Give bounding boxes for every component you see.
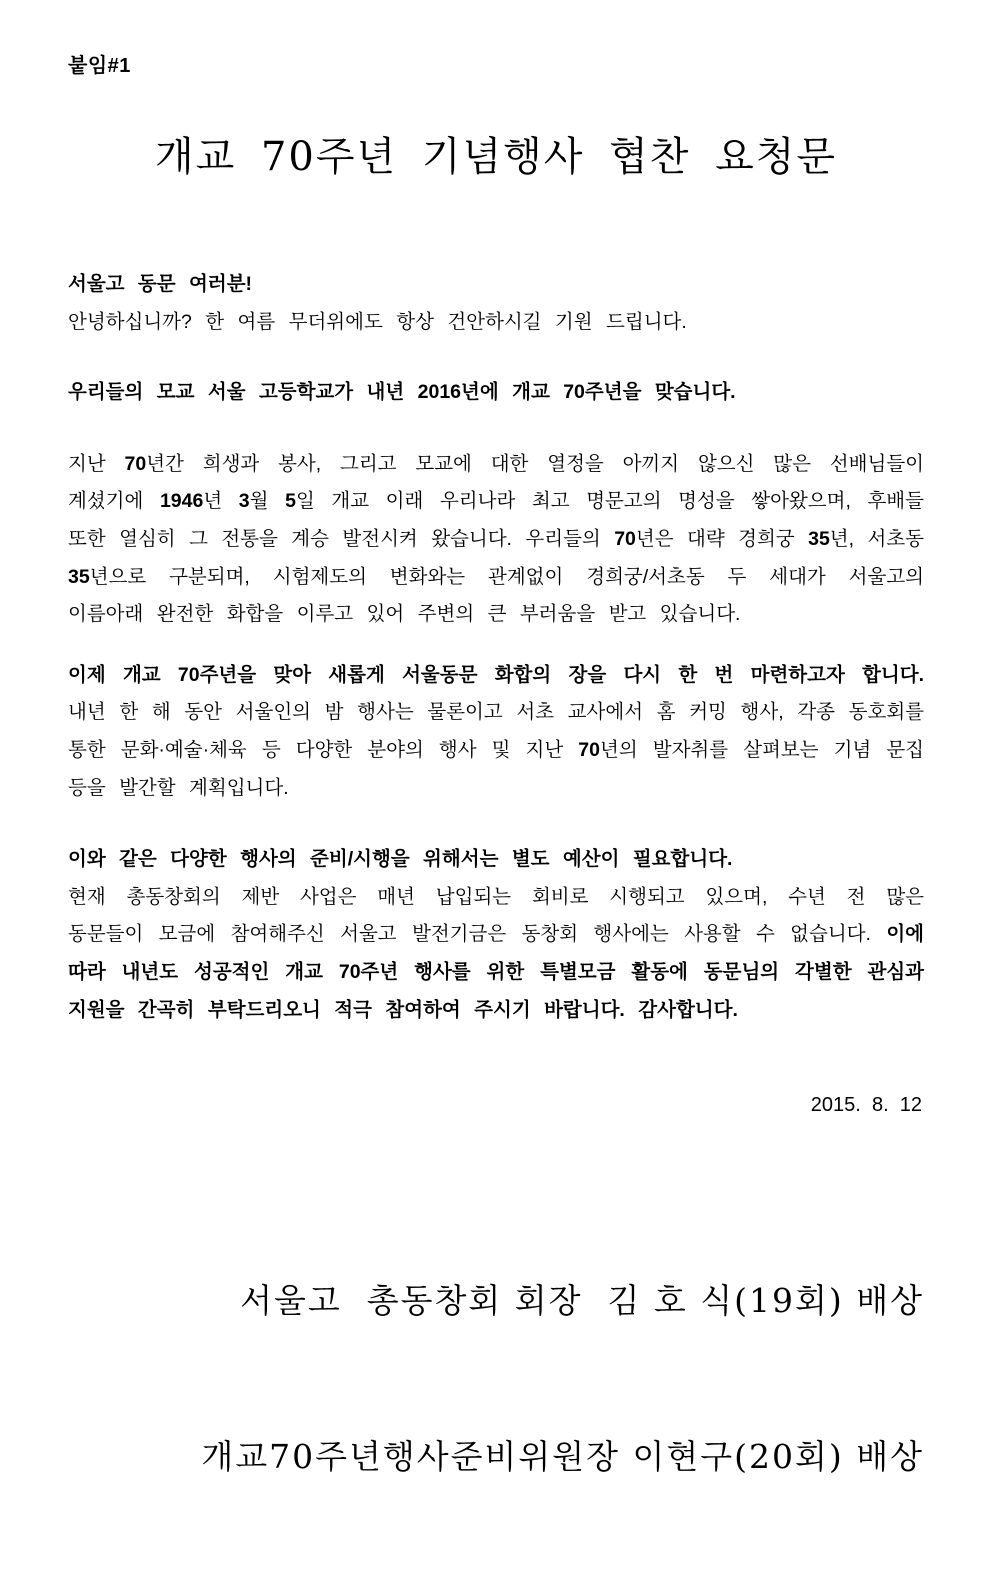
plans-rest: 내년 한 해 동안 서울인의 밤 행사는 물론이고 서초 교사에서 홈 커밍 행사, 각종 동호회를 통한 문화·예술·체육 등 다양한 분야의 행사 및 지난 70년의 발자취를 살펴보는 기념 문집 등을 발간할 계획입니다. xyxy=(68,701,924,799)
plans-bold-lead: 이제 개교 70주년을 맞아 새롭게 서울동문 화합의 장을 다시 한 번 마련하고자 합니다. xyxy=(68,663,924,686)
funding-bold-tail: 이에 따라 내년도 성공적인 개교 70주년 행사를 위한 특별모금 활동에 동문님의 각별한 관심과 지원을 간곡히 부탁드리오니 적극 참여하여 주시기 바랍니다. 감사합니다. xyxy=(68,923,924,1021)
greeting-salutation: 서울고 동문 여러분! xyxy=(68,273,253,295)
announcement-line: 우리들의 모교 서울 고등학교가 내년 2016년에 개교 70주년을 맞습니다. xyxy=(68,381,736,404)
funding-body: 현재 총동창회의 제반 사업은 매년 납입되는 회비로 시행되고 있으며, 수년 전 많은 동문들이 모금에 참여해주신 서울고 발전기금은 동창회 행사에는 사용할 수 없습니다. xyxy=(68,885,924,946)
plans-paragraph xyxy=(68,657,924,807)
funding-bold-lead: 이와 같은 다양한 행사의 준비/시행을 위해서는 별도 예산이 필요합니다. xyxy=(68,848,733,871)
signature-block xyxy=(68,1171,924,1587)
history-paragraph: 지난 70년간 희생과 봉사, 그리고 모교에 대한 열정을 아끼지 않으신 많은 선배님들이 계셨기에 1946년 3월 5일 개교 이래 우리나라 최고 명문고의 명성을 쌓아왔으며, 후배들 또한 열심히 그 전통을 계승 발전시켜 왔습니다. 우리들의 70년은 대략 경희궁 35년, 서초동 35년으로 구분되며, 시험제도의 변화와는 관계없이 경희궁/서초동 두 세대가 서울고의 이름아래 완전한 화합을 이루고 있어 주변의 큰 부러움을 받고 있습니다. xyxy=(68,452,925,626)
document-date: 2015. 8. 12 xyxy=(810,1094,922,1117)
attachment-label: 붙임#1 xyxy=(68,55,131,77)
signature-line-committee-chair: 개교70주년행사준비위원장 이현구(20회) 배상 xyxy=(201,1437,924,1477)
document-page xyxy=(0,54,992,1477)
signature-line-chairman: 서울고 총동창회 회장 김 호 식(19회) 배상 xyxy=(240,1281,924,1321)
document-title: 개교 70주년 기념행사 협찬 요청문 xyxy=(154,134,838,180)
funding-paragraph xyxy=(68,841,924,1029)
greeting-line: 안녕하십니까? 한 여름 무더위에도 항상 건안하시길 기원 드립니다. xyxy=(68,310,687,333)
greeting-paragraph xyxy=(68,266,924,341)
